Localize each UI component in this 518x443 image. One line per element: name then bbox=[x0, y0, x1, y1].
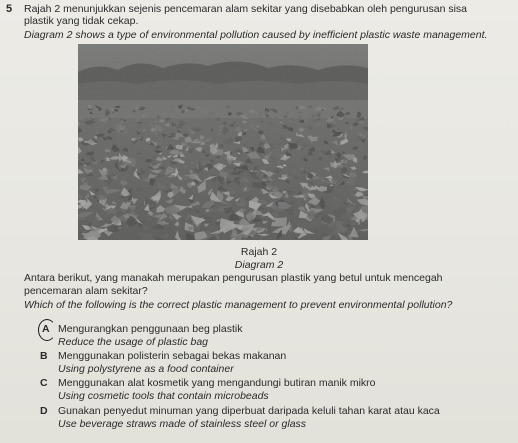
figure-caption-malay: Rajah 2 bbox=[240, 246, 278, 258]
question-stem-malay-line1: Rajah 2 menunjukkan sejenis pencemaran alam sekitar yang disebabkan oleh pengurusan sisa bbox=[24, 3, 468, 15]
question-stem-malay-line2: plastik yang tidak cekap. bbox=[24, 15, 139, 27]
question-prompt-english: Which of the following is the correct plastic management to prevent environmental pollution? bbox=[24, 299, 453, 311]
option-d-letter: D bbox=[40, 405, 48, 417]
option-a-malay: Mengurangkan penggunaan beg plastik bbox=[58, 323, 243, 335]
plastic-pollution-image bbox=[78, 44, 368, 240]
question-prompt-malay-line1: Antara berikut, yang manakah merupakan pengurusan plastik yang betul untuk mencegah bbox=[24, 272, 443, 284]
figure-caption-english: Diagram 2 bbox=[234, 259, 284, 271]
option-a-letter: A bbox=[42, 323, 50, 335]
option-b-letter: B bbox=[40, 350, 48, 362]
option-c-letter: C bbox=[40, 377, 48, 389]
option-b-malay: Menggunakan polisterin sebagai bekas makanan bbox=[58, 350, 287, 362]
question-number: 5 bbox=[6, 3, 13, 15]
option-d-english: Use beverage straws made of stainless steel or glass bbox=[58, 418, 307, 430]
option-d-malay: Gunakan penyedut minuman yang diperbuat daripada keluli tahan karat atau kaca bbox=[58, 405, 440, 417]
plastic-pollution-photo bbox=[78, 44, 368, 240]
option-c-malay: Menggunakan alat kosmetik yang mengandungi butiran manik mikro bbox=[58, 377, 376, 389]
option-b-english: Using polystyrene as a food container bbox=[58, 363, 234, 375]
question-prompt-malay-line2: pencemaran alam sekitar? bbox=[24, 285, 148, 297]
question-stem-english: Diagram 2 shows a type of environmental pollution caused by inefficient plastic waste management. bbox=[24, 29, 488, 41]
option-c-english: Using cosmetic tools that contain microbeads bbox=[58, 390, 269, 402]
option-a-english: Reduce the usage of plastic bag bbox=[58, 336, 209, 348]
